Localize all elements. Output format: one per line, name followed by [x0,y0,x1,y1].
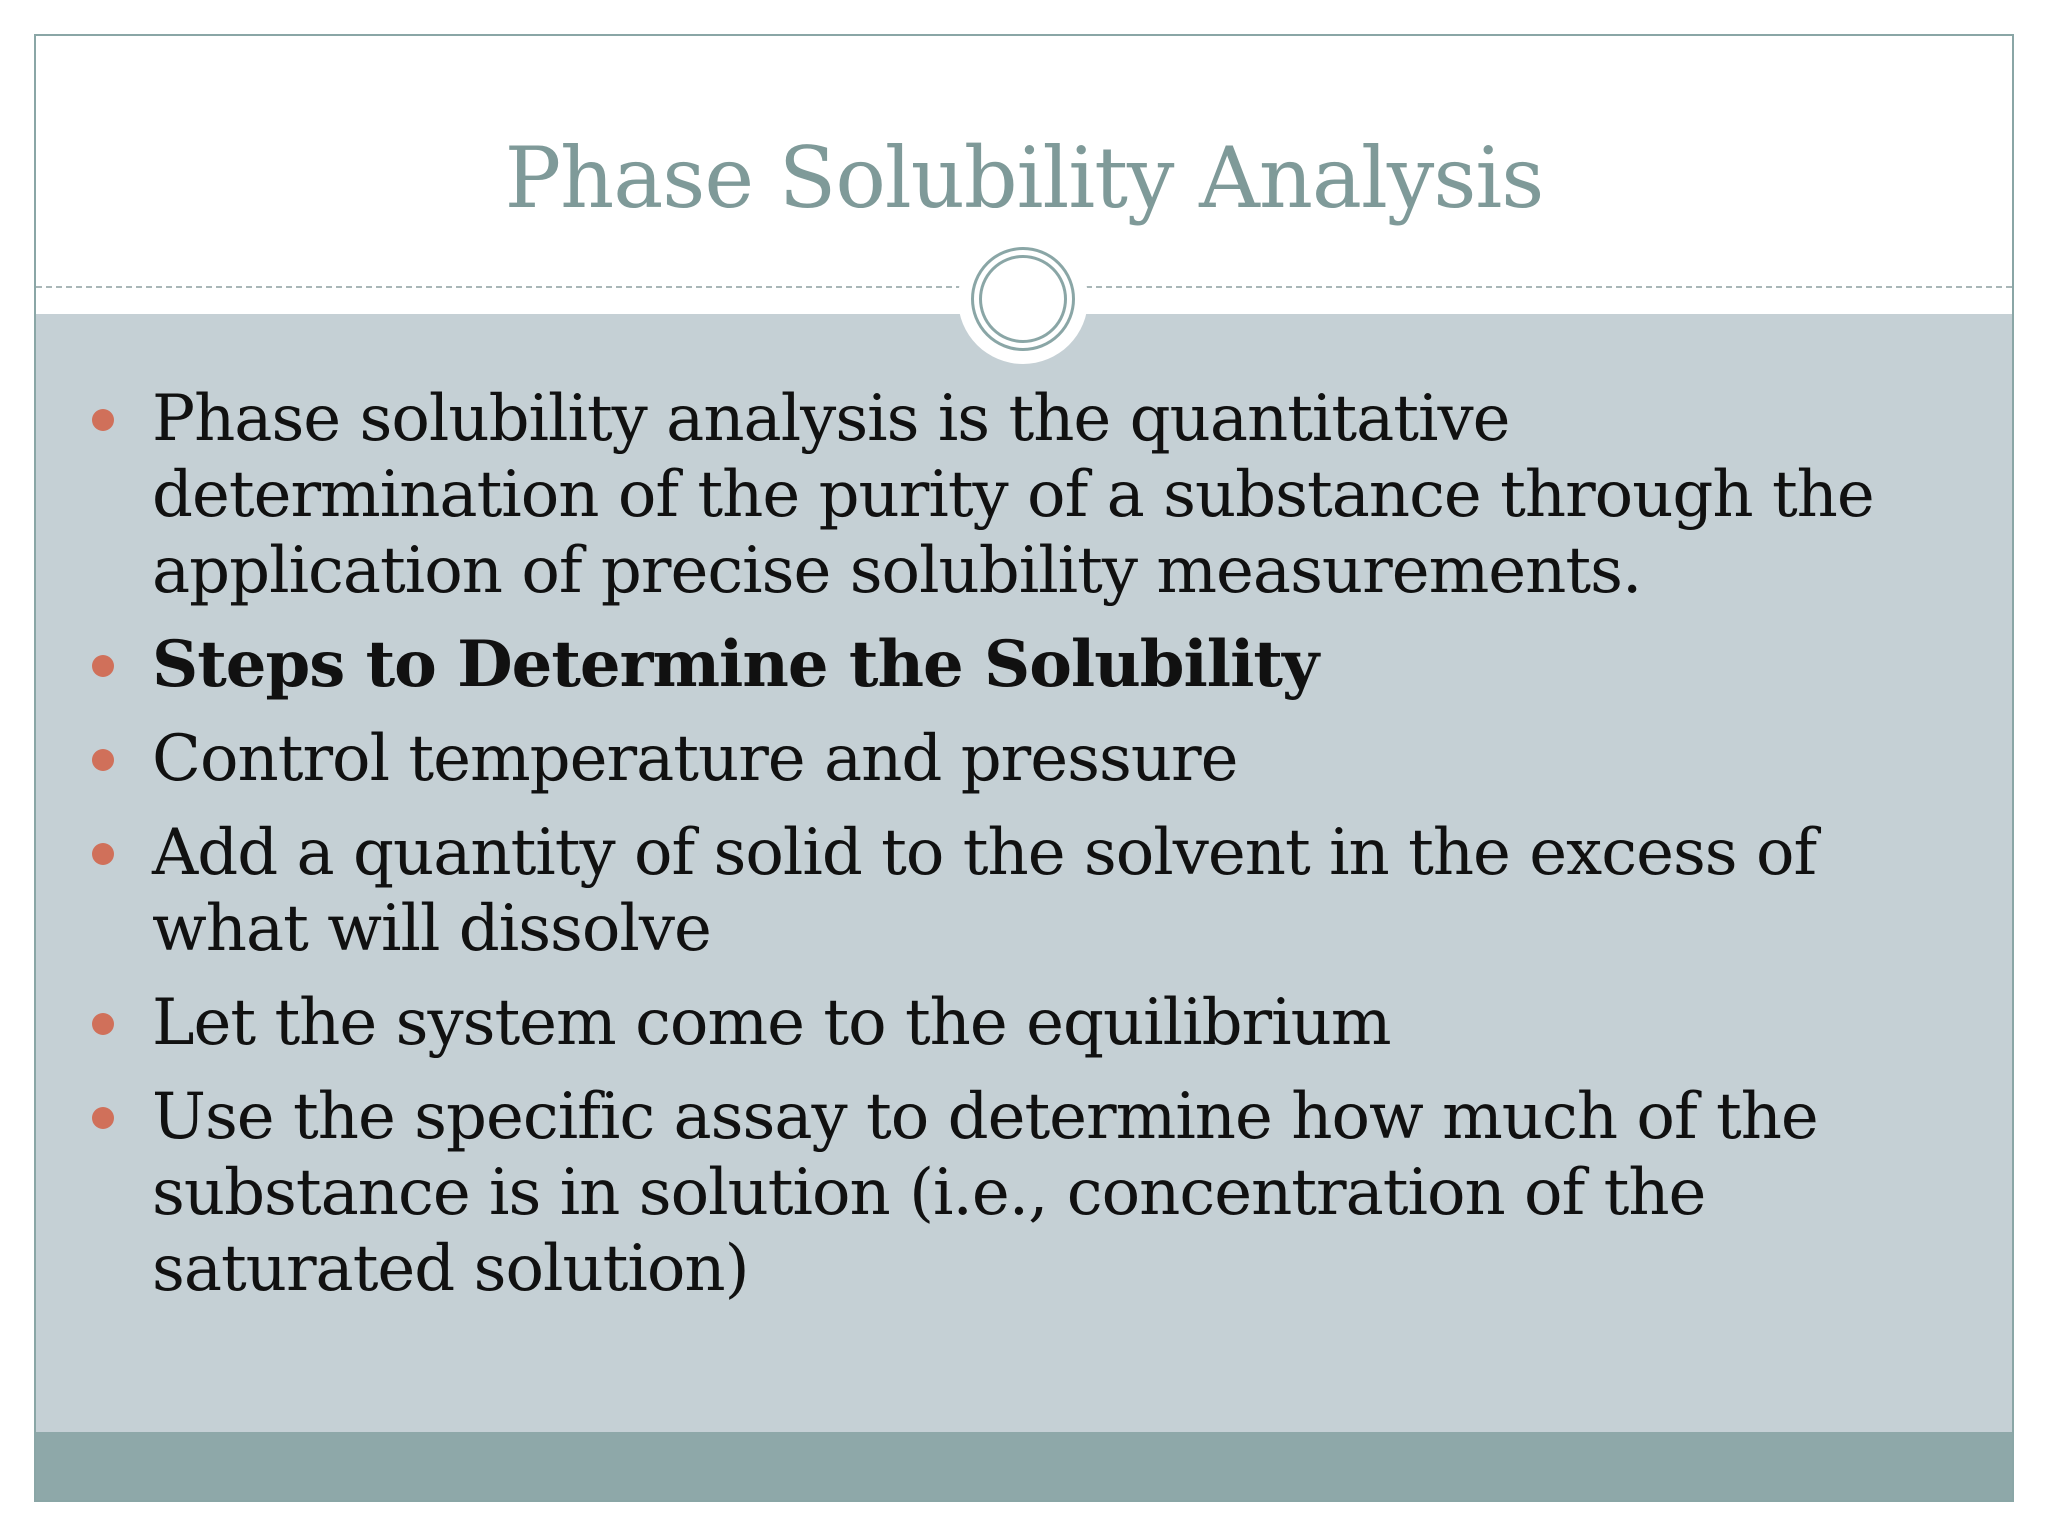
bullet-dot-icon [92,843,114,865]
slide [34,34,2014,1502]
bullet-dot-icon [92,409,114,431]
slide-title: Phase Solubility Analysis [504,129,1544,227]
inner-ring [979,255,1067,343]
bullet-dot-icon [92,749,114,771]
bullet-text: Let the system come to the equilibrium [152,986,1391,1060]
bullet-dot-icon [92,1107,114,1129]
bullet-item [36,1079,2012,1307]
bullet-text: Use the specific assay to determine how much of the substance is in solution (i.e., concentration of the saturated solution) [152,1080,1818,1306]
bullet-item [36,985,2012,1061]
bullet-text: Control temperature and pressure [152,722,1238,796]
bullet-dot-icon [92,655,114,677]
circle-ornament-icon [958,234,1088,364]
bullet-item [36,721,2012,797]
bullet-item [36,815,2012,967]
bullet-text: Add a quantity of solid to the solvent in the excess of what will dissolve [152,816,1817,966]
bullet-text: Phase solubility analysis is the quantitative determination of the purity of a substance through the application of precise solubility measurements. [152,382,1874,608]
bullet-dot-icon [92,1013,114,1035]
bullet-item [36,381,2012,609]
footer-band [36,1432,2012,1502]
bullet-list [36,381,2012,1325]
bullet-item [36,627,2012,703]
bullet-text: Steps to Determine the Solubility [152,627,1319,702]
